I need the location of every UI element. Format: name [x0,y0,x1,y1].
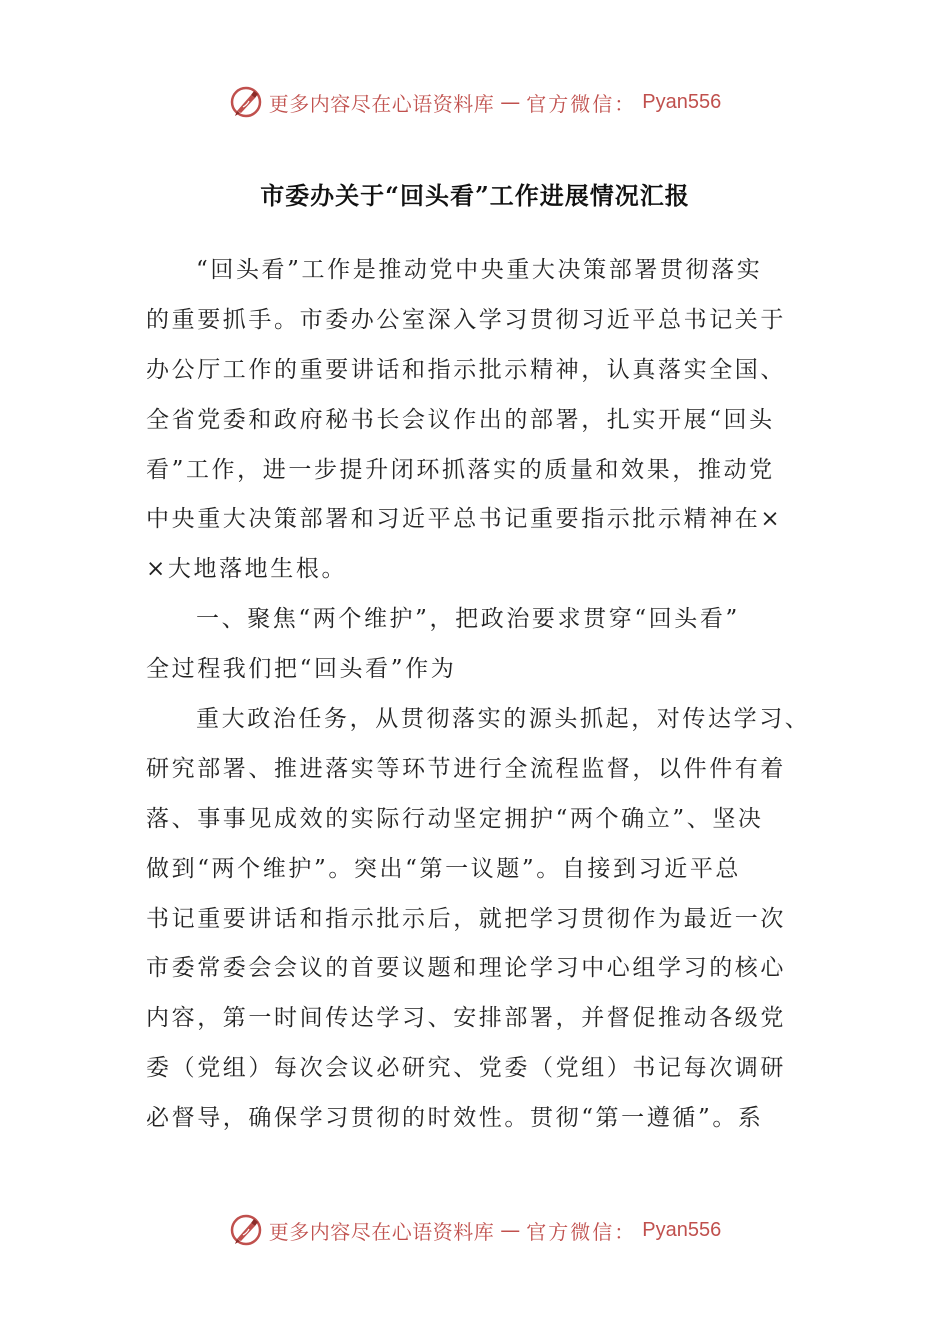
text-line: 内容，第一时间传达学习、安排部署，并督促推动各级党 [146,1005,786,1032]
text-line: 市委常委会会议的首要议题和理论学习中心组学习的核心 [146,955,786,982]
document-body [146,246,811,1144]
watermark-wechat-id: Pyan556 [642,1218,722,1241]
text-line: 必督导，确保学习贯彻的时效性。贯彻“第一遵循”。系 [146,1105,764,1132]
watermark-brand-text: 更多内容尽在心语资料库 [268,91,495,116]
watermark-wechat-label: 官方微信： [526,1219,637,1244]
text-line: 一、聚焦“两个维护”，把政治要求贯穿“回头看” [196,606,740,633]
document-title: 市委办关于“回头看”工作进展情况汇报 [260,181,690,210]
watermark-brand-text: 更多内容尽在心语资料库 [268,1219,495,1244]
pen-in-circle-logo-icon [229,1213,263,1247]
watermark-wechat-label: 官方微信： [526,91,637,116]
text-line: 中央重大决策部署和习近平总书记重要指示批示精神在× [146,506,783,533]
text-line: 做到“两个维护”。突出“第一议题”。自接到习近平总 [146,855,742,882]
text-line: 看”工作，进一步提升闭环抓落实的质量和效果，推动党 [146,456,775,483]
footer-watermark [0,1210,950,1250]
text-line: 落、事事见成效的实际行动坚定拥护“两个确立”、坚决 [146,805,764,832]
text-line: 全省党委和政府秘书长会议作出的部署，扎实开展“回头 [146,406,775,433]
text-line: ×大地落地生根。 [146,556,348,583]
text-line: 重大政治任务，从贯彻落实的源头抓起，对传达学习、 [196,706,811,733]
watermark-wechat-id: Pyan556 [642,90,722,113]
text-line: 书记重要讲话和指示批示后，就把学习贯彻作为最近一次 [146,905,786,932]
text-line: 全过程我们把“回头看”作为 [146,656,457,683]
text-line: 研究部署、推进落实等环节进行全流程监督，以件件有着 [146,755,786,782]
pen-in-circle-logo-icon [229,85,263,119]
header-watermark [0,82,950,122]
watermark-dash: — [500,90,521,114]
text-line: 委（党组）每次会议必研究、党委（党组）书记每次调研 [146,1055,786,1082]
text-line: 办公厅工作的重要讲话和指示批示精神，认真落实全国、 [146,356,786,383]
watermark-dash: — [500,1218,521,1242]
text-line: “回头看”工作是推动党中央重大决策部署贯彻落实 [196,257,763,283]
text-line: 的重要抓手。市委办公室深入学习贯彻习近平总书记关于 [146,306,786,333]
